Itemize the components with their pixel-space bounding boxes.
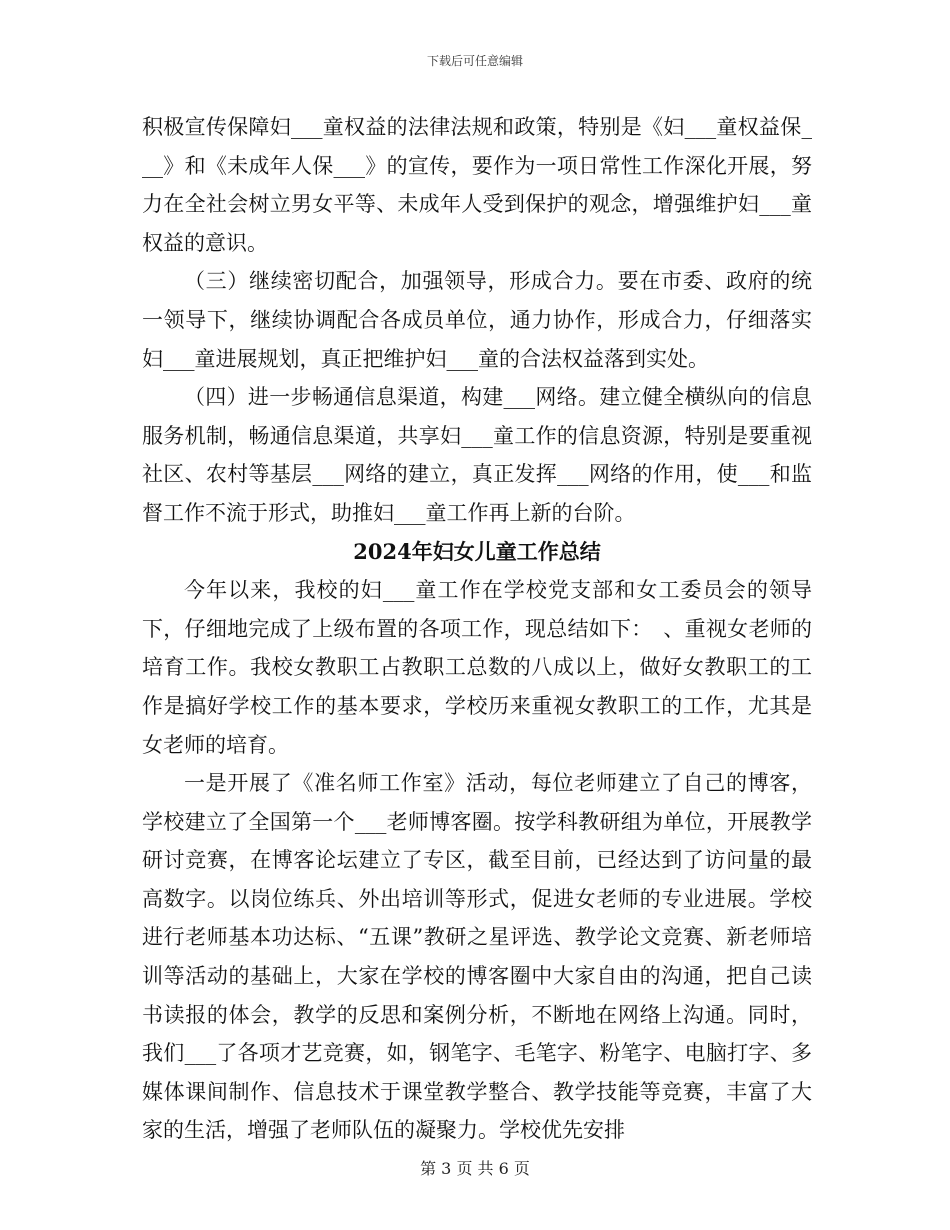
page-header-note: 下载后可任意编辑 xyxy=(426,54,523,68)
document-body xyxy=(142,108,812,1150)
paragraph-5: 一是开展了《准名师工作室》活动，每位老师建立了自己的博客，学校建立了全国第一个___老师博客圈。按学科教研组为单位，开展教学研讨竞赛，在博客论坛建立了专区，截至目前，已经达到了访问量的最高数字。以岗位练兵、外出培训等形式，促进女老师的专业进展。学校进行老师基本功达标、“五课”教研之星评选、教学论文竞赛、新老师培训等活动的基础上，大家在学校的博客圈中大家自由的沟通，把自己读书读报的体会，教学的反思和案例分析，不断地在网络上沟通。同时，我们___了各项才艺竞赛，如，钢笔字、毛笔字、粉笔字、电脑打字、多媒体课间制作、信息技术于课堂教学整合、教学技能等竞赛，丰富了大家的生活，增强了老师队伍的凝聚力。学校优先安排 xyxy=(142,771,812,1143)
page-number: 第 3 页 共 6 页 xyxy=(420,1159,530,1178)
paragraph-2: （三）继续密切配合，加强领导，形成合力。要在市委、政府的统一领导下，继续协调配合各成员单位，通力协作，形成合力，仔细落实妇___童进展规划，真正把维护妇___童的合法权益落到实处。 xyxy=(142,269,812,371)
paragraph-4: 今年以来，我校的妇___童工作在学校党支部和女工委员会的领导下，仔细地完成了上级布置的各项工作，现总结如下： 、重视女老师的培育工作。我校女教职工占教职工总数的八成以上，做好女教职工的工作是搞好学校工作的基本要求，学校历来重视女教职工的工作，尤其是女老师的培育。 xyxy=(142,578,812,757)
paragraph-1: 积极宣传保障妇___童权益的法律法规和政策，特别是《妇___童权益保___》和《未成年人保___》的宣传，要作为一项日常性工作深化开展，努力在全社会树立男女平等、未成年人受到保护的观念，增强维护妇___童权益的意识。 xyxy=(142,115,812,255)
paragraph-3: （四）进一步畅通信息渠道，构建___网络。建立健全横纵向的信息服务机制，畅通信息渠道，共享妇___童工作的信息资源，特别是要重视社区、农村等基层___网络的建立，真正发挥___网络的作用，使___和监督工作不流于形式，助推妇___童工作再上新的台阶。 xyxy=(142,385,812,525)
document-title: 2024年妇女儿童工作总结 xyxy=(353,538,601,564)
